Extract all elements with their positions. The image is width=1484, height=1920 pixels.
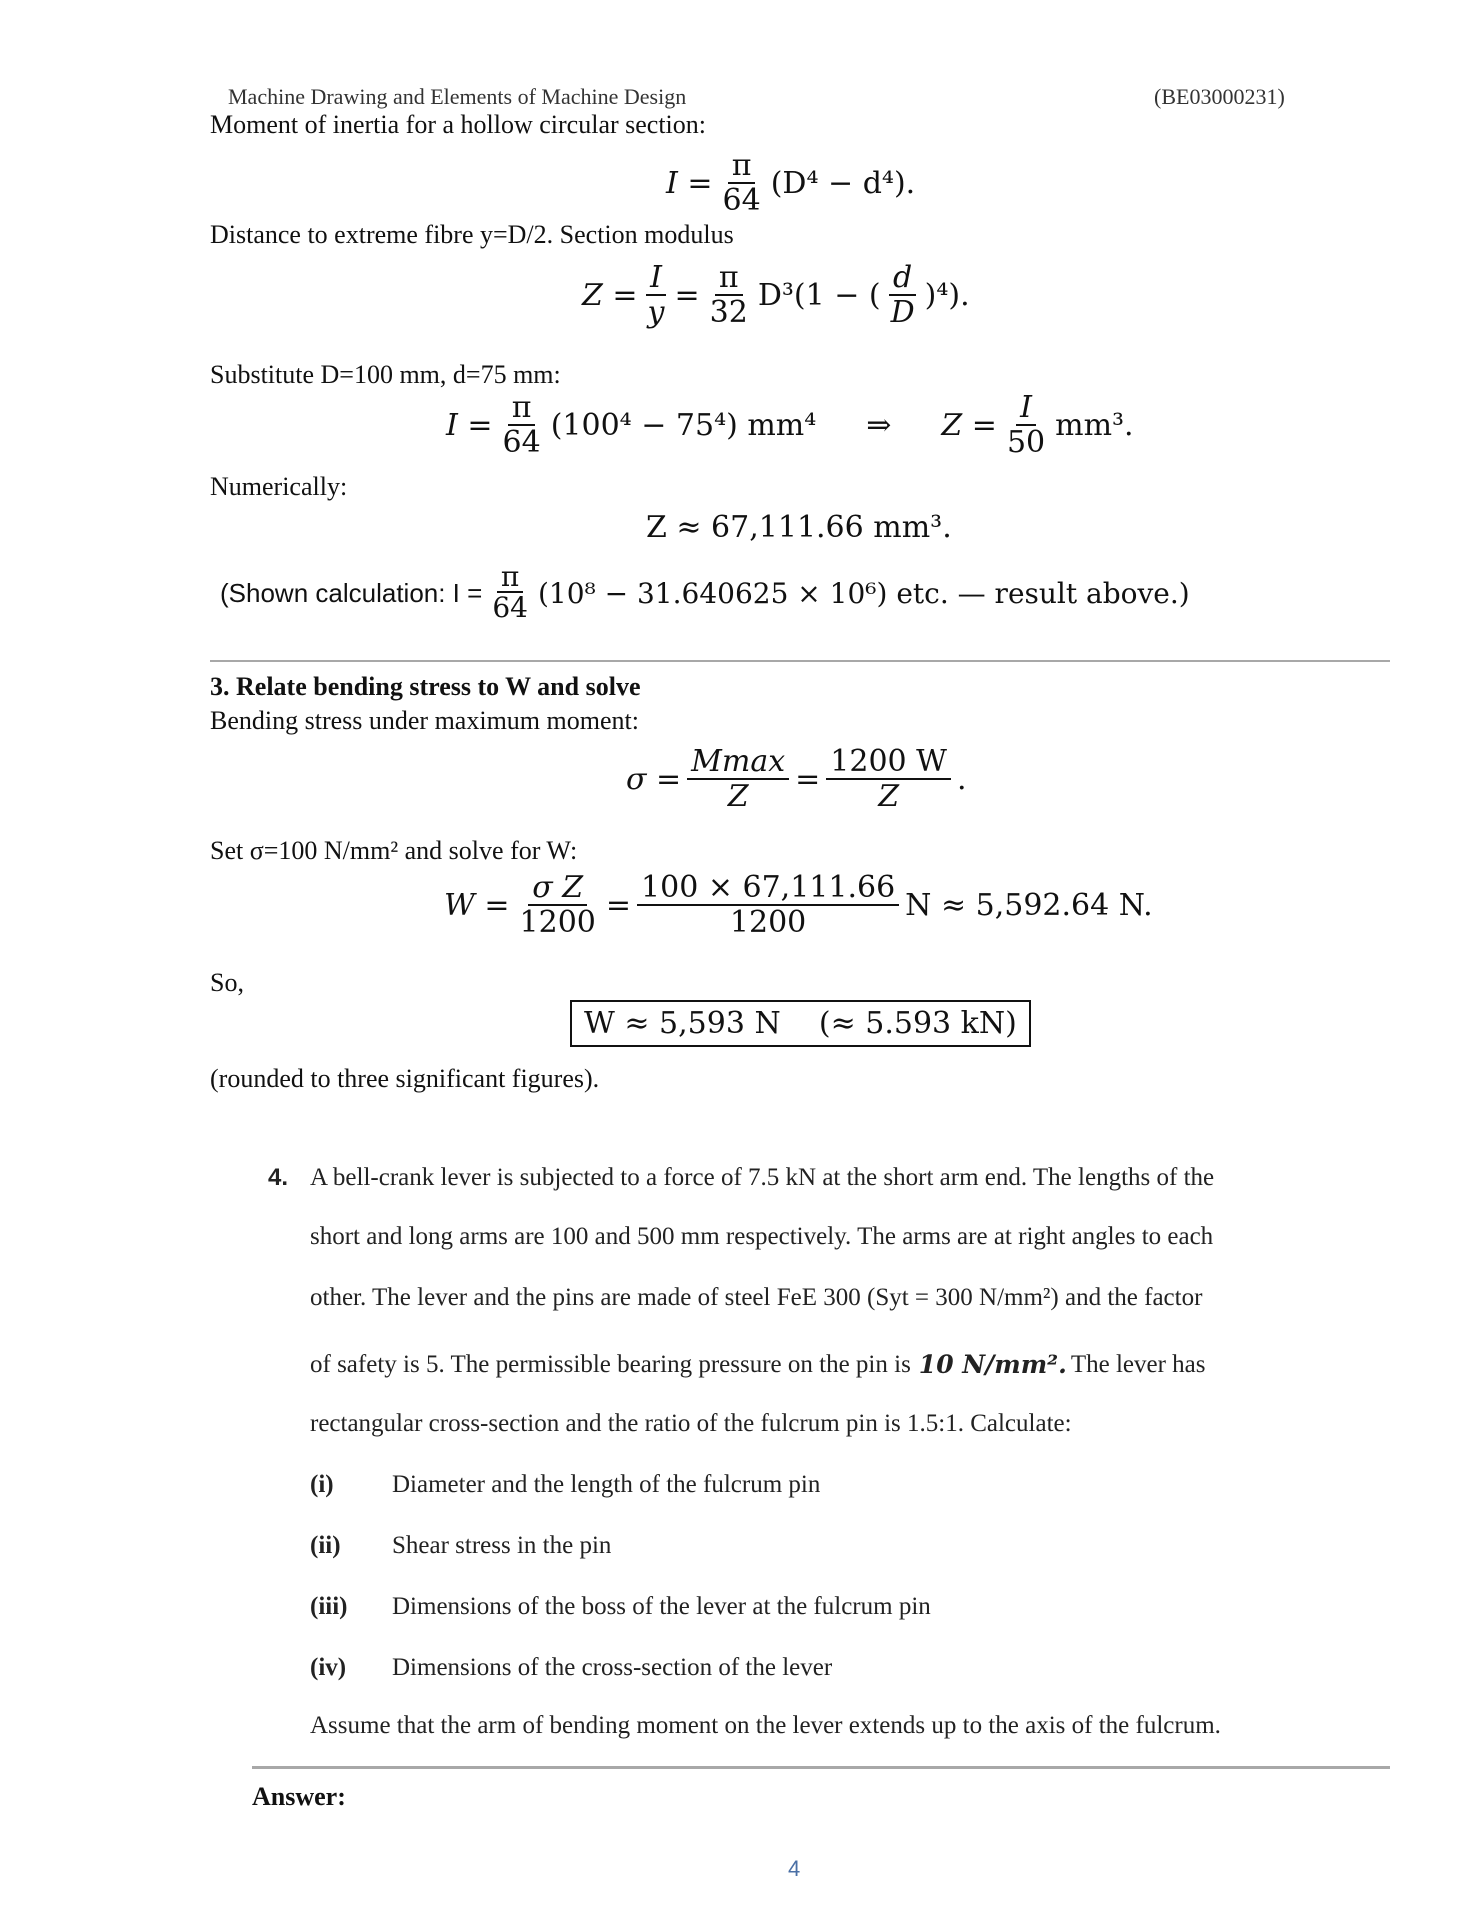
paragraph-moment-of-inertia: Moment of inertia for a hollow circular section: (210, 110, 707, 139)
eq-z: Z = (941, 407, 997, 443)
header-course-code: (BE03000231) (1154, 84, 1285, 109)
question-line-5: rectangular cross-section and the ratio of the fulcrum pin is 1.5:1. Calculate: (310, 1410, 1072, 1437)
paragraph-section-modulus: Distance to extreme fibre y=D/2. Section modulus (210, 220, 734, 249)
eq-lhs: I = (446, 407, 493, 443)
eq-end: )⁴). (924, 277, 970, 313)
fraction-denominator: Z (878, 778, 900, 814)
fraction-numerator: I (646, 262, 666, 296)
boxed-result: W ≈ 5,593 N (≈ 5.593 kN) (570, 1000, 1031, 1047)
question-assumption: Assume that the arm of bending moment on the lever extends up to the axis of the fulcrum. (310, 1712, 1221, 1739)
fraction-i-over-50 (1003, 392, 1049, 459)
fraction-denominator: D (890, 294, 915, 330)
question-line-4 (310, 1350, 1206, 1379)
equation-bending-stress (626, 746, 967, 813)
shown-calc-rest: (10⁸ − 31.640625 × 10⁶) etc. — result above.) (537, 576, 1190, 610)
fraction-d-over-D (887, 262, 919, 329)
equation-solve-w (444, 872, 1153, 939)
paragraph-rounded: (rounded to three significant figures). (210, 1064, 600, 1093)
item-text-ii: Shear stress in the pin (392, 1532, 612, 1559)
equals-sign: = (605, 887, 632, 923)
fraction-numerator: d (889, 262, 916, 296)
line4-text: of safety is 5. The permissible bearing pressure on the pin is (310, 1350, 911, 1378)
fraction-denominator: Z (727, 778, 749, 814)
question-line-1: A bell-crank lever is subjected to a force of 7.5 kN at the short arm end. The lengths of the (310, 1164, 1215, 1191)
equals-sign: = (795, 761, 821, 797)
eq-lhs: Z = (582, 277, 638, 313)
item-text-i: Diameter and the length of the fulcrum pin (392, 1471, 821, 1498)
fraction-denominator: y (647, 294, 665, 330)
fraction-numerator: π (508, 392, 536, 426)
fraction-numerator: 1200 W (826, 746, 951, 780)
fraction-denominator: 50 (1006, 424, 1046, 460)
section-heading-3: 3. Relate bending stress to W and solve (210, 672, 641, 701)
line4-tail: The lever has (1070, 1350, 1206, 1378)
fraction-denominator: 1200 (729, 904, 807, 940)
item-label-ii: (ii) (310, 1532, 341, 1559)
eq-lhs: σ = (626, 761, 682, 797)
fraction-pi-over-32 (706, 262, 752, 329)
fraction-pi-over-64 (488, 562, 532, 624)
fraction-1200w-over-z (826, 746, 951, 813)
shown-calc-prefix: (Shown calculation: I = (220, 577, 483, 608)
question-line-3: other. The lever and the pins are made of steel FeE 300 (Syt = 300 N/mm²) and the factor (310, 1284, 1203, 1311)
fraction-denominator: 64 (502, 424, 541, 460)
fraction-pi-over-64 (499, 392, 545, 459)
fraction-numeric (637, 872, 899, 939)
item-label-iii: (iii) (310, 1593, 348, 1620)
eq-middle: D³(1 − ( (757, 277, 881, 313)
horizontal-divider (210, 660, 1390, 662)
paragraph-bending-stress: Bending stress under maximum moment: (210, 706, 639, 735)
page-number: 4 (788, 1856, 801, 1881)
eq-lhs: I = (666, 165, 713, 201)
paragraph-so: So, (210, 968, 244, 997)
item-label-iv: (iv) (310, 1654, 347, 1681)
equals-sign: = (674, 277, 700, 313)
fraction-sigma-z-over-1200 (516, 872, 600, 939)
equation-z-numeric: Z ≈ 67,111.66 mm³. (646, 510, 952, 545)
eq-rhs: (D⁴ − d⁴). (770, 165, 916, 201)
fraction-pi-over-64 (719, 150, 765, 217)
fraction-denominator: 32 (709, 294, 748, 330)
fraction-numerator: I (1016, 392, 1036, 426)
paragraph-set-sigma: Set σ=100 N/mm² and solve for W: (210, 836, 578, 865)
fraction-denominator: 1200 (519, 904, 596, 940)
item-text-iii: Dimensions of the boss of the lever at the fulcrum pin (392, 1593, 931, 1620)
bearing-pressure-value: 10 N/mm². (918, 1350, 1067, 1379)
answer-label: Answer: (252, 1782, 346, 1811)
implies-arrow: ⇒ (866, 407, 892, 443)
eq-end: . (957, 761, 967, 797)
question-line-2: short and long arms are 100 and 500 mm respectively. The arms are at right angles to each (310, 1223, 1214, 1250)
fraction-mmax-over-z (687, 746, 789, 813)
fraction-i-over-y (644, 262, 669, 329)
eq-middle: (100⁴ − 75⁴) mm⁴ (550, 407, 817, 443)
eq-lhs: W = (444, 887, 510, 923)
question-number: 4. (268, 1164, 289, 1191)
fraction-denominator: 64 (722, 182, 761, 218)
fraction-numerator: σ Z (528, 872, 587, 906)
fraction-denominator: 64 (492, 591, 528, 625)
header-course-title: Machine Drawing and Elements of Machine Design (228, 84, 687, 109)
fraction-numerator: 100 × 67,111.66 (637, 872, 899, 906)
item-label-i: (i) (310, 1471, 334, 1498)
equation-substitution (446, 392, 1134, 459)
eq-unit: mm³. (1055, 407, 1134, 443)
fraction-numerator: π (715, 262, 743, 296)
fraction-numerator: π (728, 150, 756, 184)
item-text-iv: Dimensions of the cross-section of the lever (392, 1654, 833, 1681)
paragraph-substitute: Substitute D=100 mm, d=75 mm: (210, 360, 561, 389)
eq-end: N ≈ 5,592.64 N. (905, 887, 1153, 923)
equation-moment-of-inertia (666, 150, 915, 217)
shown-calculation (220, 562, 1190, 624)
fraction-numerator: π (497, 562, 523, 593)
equation-section-modulus (582, 262, 970, 329)
fraction-numerator: Mmax (687, 746, 789, 780)
horizontal-divider (252, 1766, 1390, 1769)
paragraph-numerically: Numerically: (210, 472, 348, 501)
